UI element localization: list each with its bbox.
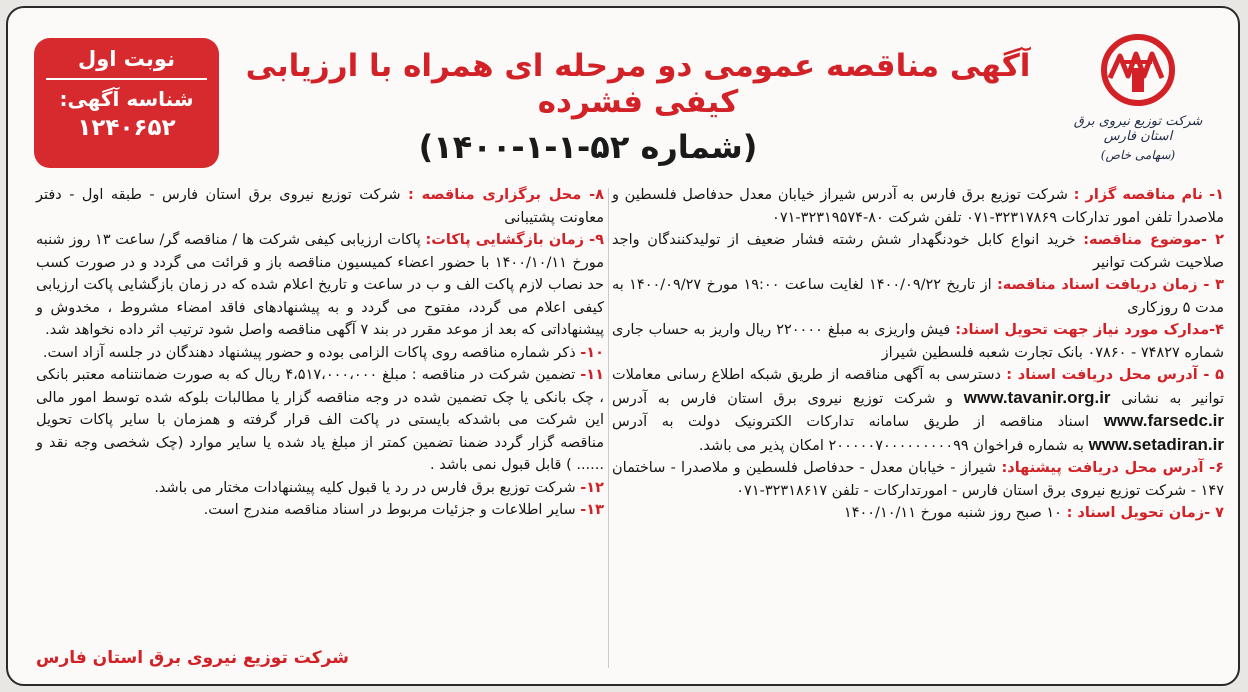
clause-5-text-c: اسناد مناقصه از طریق سامانه تدارکات الکترونیک دولت به آدرس xyxy=(612,414,1090,430)
tender-notice xyxy=(6,6,1240,686)
tavanir-link[interactable]: www.tavanir.org.ir xyxy=(963,387,1111,407)
company-type: (سهامی خاص) xyxy=(1100,148,1176,162)
clause-7 xyxy=(612,502,1224,525)
clause-3-label: ۳ - زمان دریافت اسناد مناقصه: xyxy=(996,277,1224,293)
clause-1-label: ۱- نام مناقصه گزار : xyxy=(1073,187,1224,203)
power-utility-logo-icon xyxy=(1096,32,1180,112)
clause-11-label: ۱۱- xyxy=(580,367,604,383)
farsedc-link[interactable]: www.farsedc.ir xyxy=(1103,411,1225,430)
clause-6 xyxy=(612,457,1224,502)
clause-2 xyxy=(612,229,1224,274)
clause-9 xyxy=(36,229,604,342)
clause-2-label: ۲ -موضوع مناقصه: xyxy=(1083,232,1225,248)
clause-9-text: پاکات ارزیابی کیفی شرکت ها / مناقصه گر/ ساعت ۱۳ روز شنبه مورخ ۱۴۰۰/۱۰/۱۱ با حضور اعضاء کمیسیون مناقصه باز و قرائت می گردد و در صورت کسب حد نصاب لازم پاکت الف و ب در ساعت و تاریخ اعلام شده که در زمان بازگشایی پاکت ارزیابی کیفی اعلام می گردد، مفتوح می گردد و به پیشنهادهای فاقد امضاء مشروط ، مخدوش و پیشنهاداتی که بعد از موعد مقرر در بند ۷ آگهی مناقصه واصل شود ترتیب اثر داده نخواهد شد. xyxy=(36,232,604,338)
clause-4-text: فیش واریزی به مبلغ ۲۲۰۰۰۰ ریال واریز به حساب جاری شماره ۷۴۸۲۷ - ۰۷۸۶۰ بانک تجارت شعبه فلسطین شیراز xyxy=(612,322,1224,361)
clause-11 xyxy=(36,364,604,477)
clause-12-text: شرکت توزیع برق فارس در رد یا قبول کلیه پیشنهادات مختار می باشد. xyxy=(154,479,576,496)
clause-7-label: ۷ -زمان تحویل اسناد : xyxy=(1066,505,1224,521)
company-name-logo: شرکت توزیع نیروی برق استان فارس xyxy=(1073,114,1203,144)
right-column xyxy=(612,184,1224,525)
clause-12-label: ۱۲- xyxy=(580,479,604,496)
clause-3-text: از تاریخ ۱۴۰۰/۰۹/۲۲ لغایت ساعت ۱۹:۰۰ مورخ ۱۴۰۰/۰۹/۲۷ به مدت ۵ روزکاری xyxy=(612,277,1224,316)
clause-12 xyxy=(36,477,604,500)
clause-8-label: ۸- محل برگزاری مناقصه : xyxy=(407,187,604,203)
column-divider xyxy=(608,188,609,668)
company-logo xyxy=(1058,26,1218,176)
notice-round: نوبت اول xyxy=(78,47,175,71)
clause-10-label: ۱۰- xyxy=(580,344,604,361)
clause-6-label: ۶- آدرس محل دریافت پیشنهاد: xyxy=(1001,460,1224,476)
clause-13 xyxy=(36,499,604,522)
clause-1 xyxy=(612,184,1224,229)
clause-5-label: ۵ - آدرس محل دریافت اسناد : xyxy=(1006,367,1225,383)
notice-id-value: ۱۲۴۰۶۵۲ xyxy=(77,115,176,141)
clause-10-text: ذکر شماره مناقصه روی پاکات الزامی بوده و حضور پیشنهاد دهندگان در جلسه آزاد است. xyxy=(42,344,576,361)
clause-2-text: خرید انواع کابل خودنگهدار شش رشته فشار ضعیف از تولیدکنندگان واجد صلاحیت شرکت توانیر xyxy=(612,232,1224,271)
clause-6-text: شیراز - خیابان معدل - حدفاصل فلسطین و ملاصدرا - ساختمان ۱۴۷ - شرکت توزیع نیروی برق استان فارس - امورتدارکات - تلفن ۳۲۳۱۸۶۱۷-۰۷۱ xyxy=(612,460,1224,499)
clause-4-label: ۴-مدارک مورد نیاز جهت تحویل اسناد: xyxy=(955,322,1225,338)
footer-company-name: شرکت توزیع نیروی برق استان فارس xyxy=(36,648,349,668)
clause-3 xyxy=(612,274,1224,319)
notice-id-label: شناسه آگهی: xyxy=(59,87,194,111)
clause-1-text: شرکت توزیع برق فارس به آدرس شیراز خیابان معدل حدفاصل فلسطین و ملاصدرا تلفن امور تدارکات ۳۲۳۱۷۸۶۹-۰۷۱ تلفن شرکت ۸۰-۳۲۳۱۹۵۷۴-۰۷۱ xyxy=(612,187,1224,226)
clause-9-label: ۹- زمان بازگشایی پاکات: xyxy=(425,232,604,248)
clause-11-text: تضمین شرکت در مناقصه : مبلغ ۴،۵۱۷،۰۰۰،۰۰۰ ریال که به صورت ضمانتنامه معتبر بانکی ، چک بانکی یا چک تضمین شده در وجه مناقصه گزار یا مطالبات بلوکه شده توسط امور مالی این شرکت می باشدکه بایستی در پاکت الف قرار گرفته و همزمان با سایر پاکات تحویل مناقصه گزار گردد ضمنا تضمین کمتر از مبلغ یاد شده یا سایر موارد (چک شخصی وجه نقد و ...... ) قابل قبول نمی باشد . xyxy=(36,367,604,473)
left-column xyxy=(36,184,604,522)
clause-13-label: ۱۳- xyxy=(580,502,604,518)
setadiran-link[interactable]: www.setadiran.ir xyxy=(1088,434,1224,454)
clause-8 xyxy=(36,184,604,229)
clause-13-text: سایر اطلاعات و جزئیات مربوط در اسناد مناقصه مندرج است. xyxy=(203,502,576,518)
notice-title: آگهی مناقصه عمومی دو مرحله ای همراه با ارزیابی کیفی فشرده xyxy=(245,48,1031,120)
clause-5 xyxy=(612,364,1224,457)
clause-5-text-d: به شماره فراخوان ۲۰۰۰۰۰۷۰۰۰۰۰۰۰۰۰۹۹ امکان پذیر می باشد. xyxy=(698,437,1084,454)
badge-divider xyxy=(46,78,207,80)
tender-number: (شماره ۵۲-۱-۱-۱۴۰۰) xyxy=(418,128,758,166)
clause-10 xyxy=(36,342,604,365)
clause-7-text: ۱۰ صبح روز شنبه مورخ ۱۴۰۰/۱۰/۱۱ xyxy=(843,505,1062,521)
clause-8-text: شرکت توزیع نیروی برق استان فارس - طبقه اول - دفتر معاونت پشتیبانی xyxy=(36,187,604,226)
clause-5-text-a: دسترسی به آگهی مناقصه از طریق شبکه اطلاع رسانی معاملات توانیر به نشانی xyxy=(612,367,1225,407)
clause-4 xyxy=(612,319,1224,364)
clause-5-text-b: و شرکت توزیع نیروی برق استان فارس به آدرس xyxy=(612,390,954,407)
notice-id-badge xyxy=(34,38,219,168)
